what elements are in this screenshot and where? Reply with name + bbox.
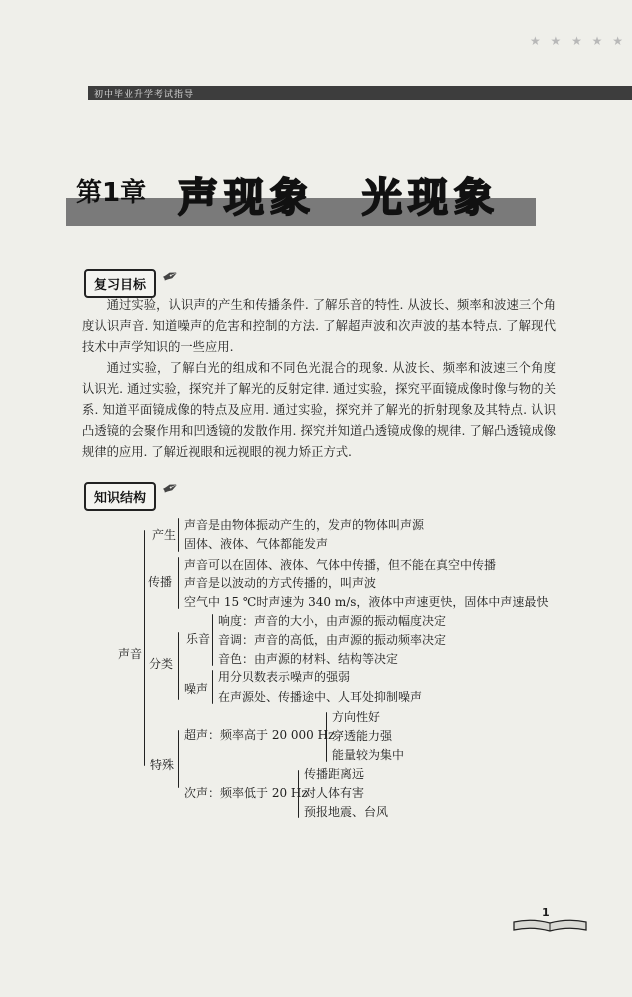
chapter-title: 声现象 光现象 [178,175,500,221]
header-text: 初中毕业升学考试指导 [94,90,195,100]
leaf: 穿透能力强 [332,729,393,743]
node-yueyin: 乐音 [186,632,211,646]
paragraph-sound-goals: 通过实验，认识声的产生和传播条件. 了解乐音的特性. 从波长、频率和波速三个角度认识声音. 知道噪声的危害和控制的方法. 了解超声波和次声波的基本特点. 了解现代技术中声学知识的一些应用. [82,298,556,354]
tree-bracket [178,557,179,609]
leaf: 方向性好 [332,710,381,724]
leaf: 音色：由声源的材料、结构等决定 [218,652,399,666]
tree-bracket [178,632,179,700]
leaf: 能量较为集中 [332,748,405,762]
leaf: 固体、液体、气体都能发声 [184,537,329,551]
tree-bracket [178,518,179,552]
leaf: 用分贝数表示噪声的强弱 [218,670,351,684]
node-zaosheng: 噪声 [184,682,209,696]
leaf: 声音是由物体振动产生的，发声的物体叫声源 [184,518,425,532]
tree-root: 声音 [118,647,143,661]
header-bar [88,86,632,100]
feather-icon: ✒ [157,261,184,291]
node-teshu: 特殊 [150,758,175,772]
leaf: 声音可以在固体、液体、气体中传播，但不能在真空中传播 [184,558,497,572]
tree-bracket [326,712,327,762]
tree-bracket [144,530,145,766]
paragraph-light-goals: 通过实验，了解白光的组成和不同色光混合的现象. 从波长、频率和波速三个角度认识光. 通过实验，探究并了解光的反射定律. 通过实验，探究平面镜成像时像与物的关系. 知道平面镜成像的特点及应用. 通过实验，探究并了解光的折射现象及其特点. 认识凸透镜的会聚作用和凹透镜的发散作用. 探究并知道凸透镜成像的规律. 了解凸透镜成像规律的应用. 了解近视眼和远视眼的视力矫正方式. [82,361,556,459]
node-chansheng: 产生 [152,528,177,542]
section-label-review-goals: 复习目标 [84,269,156,298]
node-cisheng: 次声：频率低于 20 Hz [184,786,308,800]
leaf: 传播距离远 [304,767,365,781]
leaf: 在声源处、传播途中、人耳处抑制噪声 [218,690,423,704]
leaf: 空气中 15 ℃时声速为 340 m/s，液体中声速更快，固体中声速最快 [184,595,549,609]
leaf: 响度：声音的大小，由声源的振动幅度决定 [218,614,447,628]
book-icon [512,918,588,932]
tree-bracket [298,770,299,818]
tree-bracket [212,670,213,704]
node-fenlei: 分类 [149,657,174,671]
section-label-knowledge-structure: 知识结构 [84,482,156,511]
leaf: 预报地震、台风 [304,805,389,819]
node-chaosheng: 超声：频率高于 20 000 Hz [184,728,335,742]
node-chuanbo: 传播 [148,575,173,589]
leaf: 音调：声音的高低，由声源的振动频率决定 [218,633,447,647]
chapter-number: 第1章 [76,178,147,208]
feather-icon: ✒ [157,473,184,503]
tree-bracket [212,614,213,666]
tree-bracket [178,730,179,788]
leaf: 声音是以波动的方式传播的，叫声波 [184,576,377,590]
decorative-stars: ★ ★ ★ ★ ★ [529,34,626,48]
leaf: 对人体有害 [304,786,365,800]
page-number: 1 [542,906,550,919]
